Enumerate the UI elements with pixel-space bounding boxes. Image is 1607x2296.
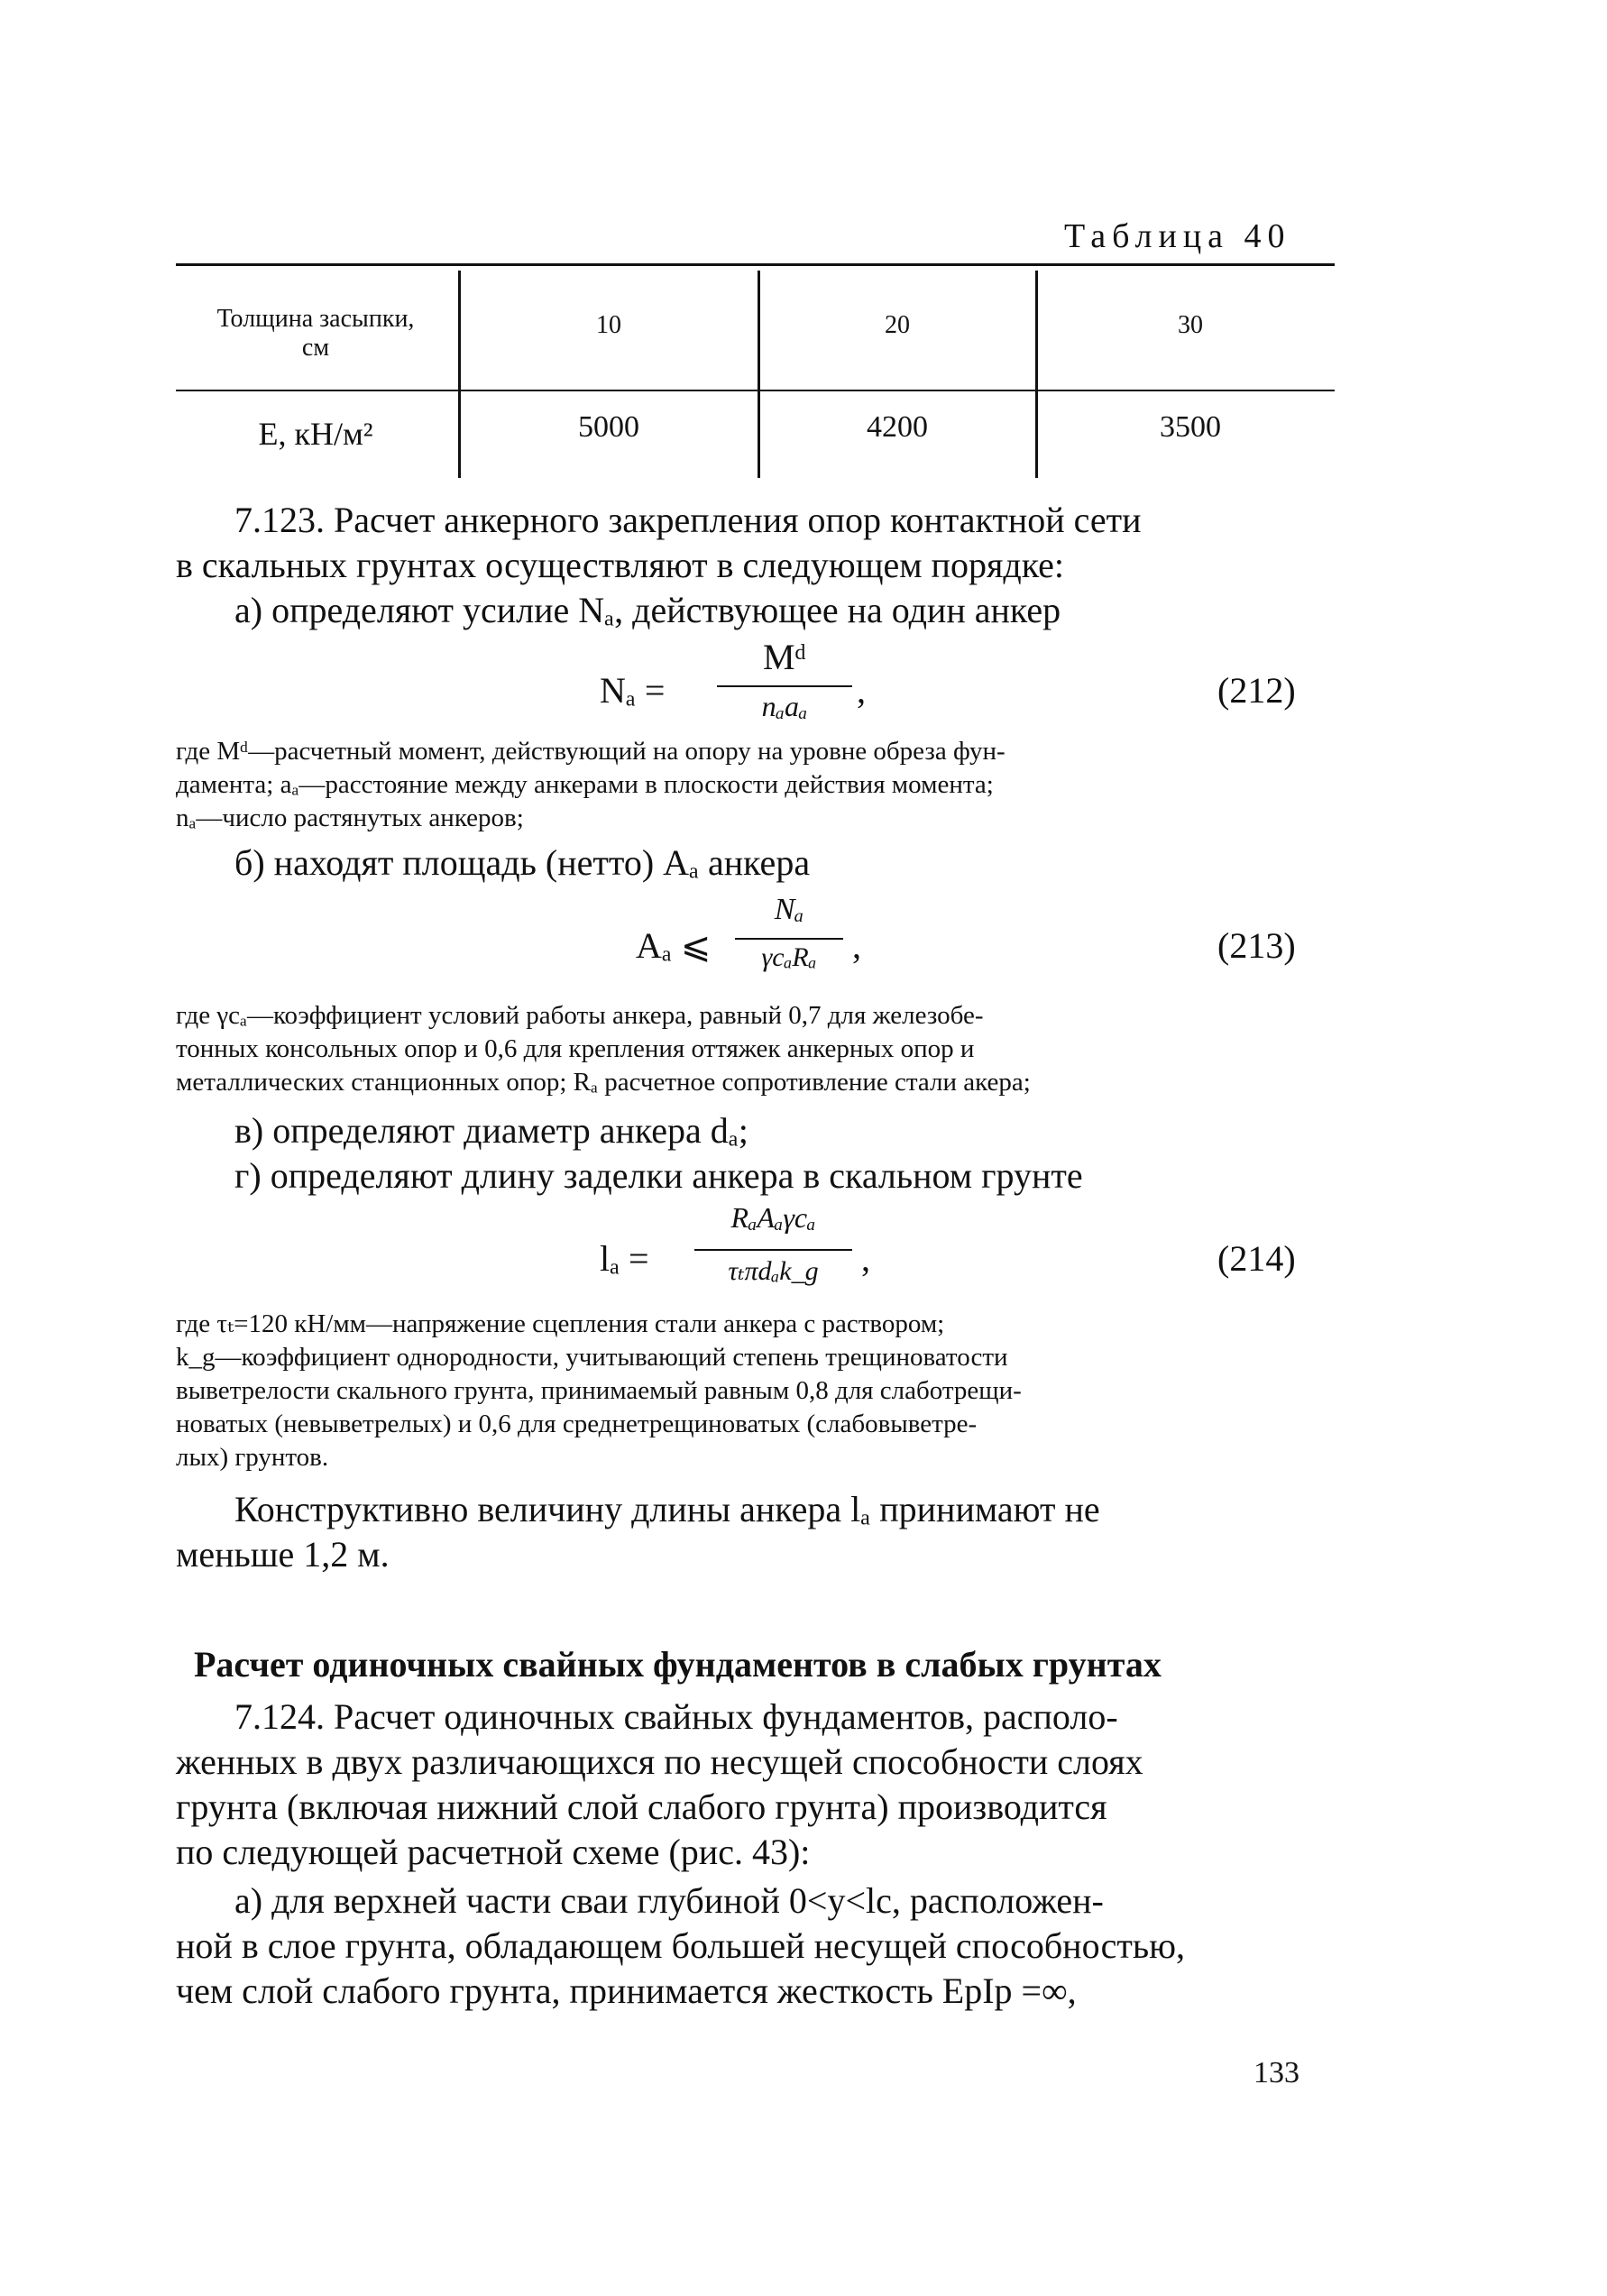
para-7-123-line1: 7.123. Расчет анкерного закрепления опор контактной сети	[234, 500, 1142, 540]
where213-line3: металлических станционных опор; Rₐ расчетное сопротивление стали акера;	[176, 1068, 1031, 1097]
eq213-denominator: γcₐRₐ	[761, 942, 817, 972]
where214-line2: k_g—коэффициент однородности, учитывающий степень трещиноватости	[176, 1343, 1008, 1372]
eq212-comma: ,	[857, 670, 866, 711]
eq214-fraction-bar	[694, 1249, 852, 1251]
table-col-30: 30	[1178, 311, 1203, 339]
eq213-numerator: Nₐ	[774, 893, 804, 926]
item-b: б) находят площадь (нетто) Aₐ анкера	[234, 842, 811, 883]
eq213-lhs: Aₐ ⩽	[636, 925, 712, 966]
para-7-123-line2: в скальных грунтах осуществляют в следующем порядке:	[176, 545, 1065, 585]
eq214-denominator: τₜπdₐk_g	[728, 1256, 819, 1286]
item-g: г) определяют длину заделки анкера в скальном грунте	[234, 1155, 1083, 1196]
page-number: 133	[1253, 2056, 1299, 2089]
table-value-20: 4200	[867, 410, 928, 444]
eq214-lhs: lₐ =	[600, 1238, 649, 1279]
para-7-124-line1: 7.124. Расчет одиночных свайных фундаментов, располо-	[234, 1696, 1118, 1737]
table-header-label: Толщина засыпки, см	[216, 305, 415, 362]
para-7-124-line4: по следующей расчетной схеме (рис. 43):	[176, 1832, 811, 1872]
eq213-comma: ,	[852, 925, 861, 966]
item-v: в) определяют диаметр анкера dₐ;	[234, 1110, 748, 1151]
eq212-denominator: nₐaₐ	[761, 690, 808, 722]
where212-line3: nₐ—число растянутых анкеров;	[176, 804, 524, 832]
table-vline-2	[758, 271, 760, 478]
where213-line2: тонных консольных опор и 0,6 для крепления оттяжек анкерных опор и	[176, 1034, 975, 1063]
table-vline-3	[1035, 271, 1038, 478]
table-value-10: 5000	[578, 410, 639, 444]
where214-line4: новатых (невыветрелых) и 0,6 для среднетрещиноватых (слабовыветре-	[176, 1410, 978, 1438]
table-row-label: E, кН/м²	[258, 416, 373, 452]
para-7-124-line3: грунта (включая нижний слой слабого грунта) производится	[176, 1786, 1107, 1827]
para-7-124-line6: ной в слое грунта, обладающем большей несущей способностью,	[176, 1925, 1185, 1966]
eq213-fraction-bar	[735, 938, 843, 940]
eq212-numerator: Mᵈ	[762, 637, 806, 677]
eq214-numerator: RₐAₐγcₐ	[730, 1201, 816, 1234]
table-col-10: 10	[596, 311, 621, 339]
where214-line3: выветрелости скального грунта, принимаемый равным 0,8 для слаботрещи-	[176, 1376, 1022, 1405]
table-value-30: 3500	[1160, 410, 1221, 444]
where212-line1: где Mᵈ—расчетный момент, действующий на опору на уровне обреза фун-	[176, 737, 1006, 766]
eq214-number: (214)	[1217, 1238, 1296, 1279]
para-7-124-line7: чем слой слабого грунта, принимается жесткость EpIp =∞,	[176, 1970, 1077, 2011]
where213-line1: где γcₐ—коэффициент условий работы анкера, равный 0,7 для железобе-	[176, 1001, 984, 1030]
table-vline-1	[458, 271, 461, 478]
constr-line1: Конструктивно величину длины анкера lₐ принимают не	[234, 1489, 1100, 1529]
eq212-fraction-bar	[717, 685, 852, 687]
item-a: а) определяют усилие Nₐ, действующее на один анкер	[234, 590, 1061, 630]
para-7-124-line2: женных в двух различающихся по несущей способности слоях	[176, 1741, 1143, 1782]
para-7-124-line5: а) для верхней части сваи глубиной 0<y<lc, расположен-	[234, 1880, 1104, 1921]
table-caption: Таблица 40	[1064, 217, 1291, 255]
eq212-lhs: Nₐ =	[600, 670, 666, 711]
eq213-number: (213)	[1217, 925, 1296, 966]
where214-line5: лых) грунтов.	[176, 1443, 329, 1472]
where214-line1: где τₜ=120 кН/мм—напряжение сцепления стали анкера с раствором;	[176, 1309, 945, 1338]
where212-line2: дамента; aₐ—расстояние между анкерами в плоскости действия момента;	[176, 770, 994, 799]
section-heading: Расчет одиночных свайных фундаментов в слабых грунтах	[194, 1644, 1162, 1685]
table-top-rule	[176, 263, 1335, 266]
eq212-number: (212)	[1217, 670, 1296, 711]
table-header-rule	[176, 390, 1335, 391]
eq214-comma: ,	[861, 1238, 870, 1279]
table-col-20: 20	[885, 311, 910, 339]
constr-line2: меньше 1,2 м.	[176, 1534, 390, 1575]
